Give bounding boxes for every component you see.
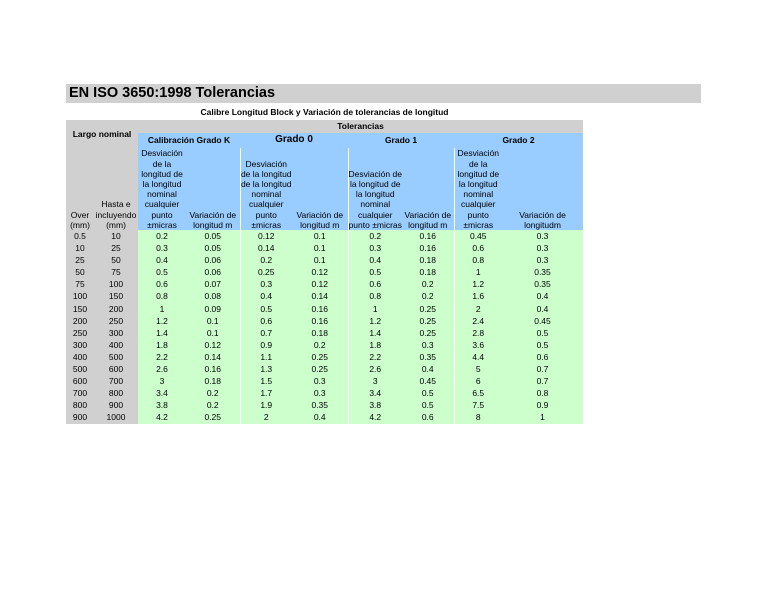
cell-g2-deviation: 0.45 [454, 230, 502, 242]
col-header-g0-deviation: Desviación de la longitud de la longitud nominal cualquier punto ±micras [240, 148, 292, 230]
cell-up-to: 300 [94, 327, 138, 339]
cell-k-deviation: 0.5 [138, 266, 186, 278]
cell-over: 800 [66, 399, 94, 411]
cell-up-to: 75 [94, 266, 138, 278]
cell-over: 600 [66, 375, 94, 387]
cell-up-to: 25 [94, 242, 138, 254]
table-row [66, 303, 583, 315]
cell-g2-deviation: 0.6 [454, 242, 502, 254]
cell-over: 100 [66, 290, 94, 302]
cell-g0-deviation: 2 [240, 411, 292, 423]
cell-g1-variation: 0.2 [402, 290, 454, 302]
col-header-up-to: Hasta e incluyendo (mm) [94, 148, 138, 230]
table-body [66, 230, 583, 424]
cell-g0-deviation: 0.4 [240, 290, 292, 302]
cell-k-variation: 0.05 [186, 230, 240, 242]
cell-k-variation: 0.1 [186, 327, 240, 339]
header-grade-0: Grado 0 [240, 133, 348, 148]
cell-g0-deviation: 1.5 [240, 375, 292, 387]
col-header-g1-variation: Variación de longitud m [402, 148, 454, 230]
cell-g2-deviation: 3.6 [454, 339, 502, 351]
cell-g2-variation: 0.7 [502, 363, 583, 375]
cell-k-variation: 0.12 [186, 339, 240, 351]
cell-up-to: 150 [94, 290, 138, 302]
cell-k-deviation: 4.2 [138, 411, 186, 423]
cell-over: 75 [66, 278, 94, 290]
cell-g0-deviation: 0.2 [240, 254, 292, 266]
cell-up-to: 600 [94, 363, 138, 375]
cell-k-variation: 0.09 [186, 303, 240, 315]
cell-k-variation: 0.16 [186, 363, 240, 375]
header-grade-2: Grado 2 [454, 133, 583, 148]
cell-over: 200 [66, 315, 94, 327]
cell-k-variation: 0.07 [186, 278, 240, 290]
cell-k-deviation: 2.2 [138, 351, 186, 363]
cell-g0-variation: 0.3 [292, 387, 348, 399]
cell-g1-variation: 0.3 [402, 339, 454, 351]
col-header-g2-deviation: Desviación de la longitud de la longitud nominal cualquier punto ±micras [454, 148, 502, 230]
cell-g1-deviation: 3 [348, 375, 402, 387]
table-row [66, 375, 583, 387]
cell-up-to: 800 [94, 387, 138, 399]
cell-g1-deviation: 3.8 [348, 399, 402, 411]
cell-g1-variation: 0.25 [402, 327, 454, 339]
cell-g0-variation: 0.4 [292, 411, 348, 423]
cell-g0-variation: 0.2 [292, 339, 348, 351]
header-nominal: Largo nominal [66, 120, 138, 148]
cell-g2-variation: 0.3 [502, 230, 583, 242]
title-bar [66, 84, 701, 103]
header-grade-k: Calibración Grado K [138, 133, 240, 148]
cell-g2-deviation: 2.8 [454, 327, 502, 339]
cell-g2-variation: 0.45 [502, 315, 583, 327]
cell-k-variation: 0.14 [186, 351, 240, 363]
cell-g1-deviation: 2.2 [348, 351, 402, 363]
cell-up-to: 500 [94, 351, 138, 363]
cell-g1-variation: 0.16 [402, 230, 454, 242]
cell-g1-deviation: 0.8 [348, 290, 402, 302]
cell-k-variation: 0.18 [186, 375, 240, 387]
cell-g2-variation: 0.35 [502, 266, 583, 278]
cell-g0-deviation: 1.1 [240, 351, 292, 363]
cell-up-to: 900 [94, 399, 138, 411]
cell-g1-variation: 0.35 [402, 351, 454, 363]
cell-g2-variation: 1 [502, 411, 583, 423]
cell-g2-variation: 0.35 [502, 278, 583, 290]
cell-g1-variation: 0.2 [402, 278, 454, 290]
cell-over: 25 [66, 254, 94, 266]
cell-over: 150 [66, 303, 94, 315]
cell-g2-deviation: 8 [454, 411, 502, 423]
cell-g2-variation: 0.7 [502, 375, 583, 387]
cell-g0-deviation: 1.3 [240, 363, 292, 375]
cell-g1-deviation: 1 [348, 303, 402, 315]
table-row [66, 315, 583, 327]
cell-g0-variation: 0.12 [292, 278, 348, 290]
cell-g2-variation: 0.4 [502, 290, 583, 302]
cell-k-variation: 0.1 [186, 315, 240, 327]
cell-g2-variation: 0.5 [502, 339, 583, 351]
col-header-k-deviation: Desviación de la longitud de la longitud nominal cualquier punto ±micras [138, 148, 186, 230]
cell-over: 0.5 [66, 230, 94, 242]
cell-g1-deviation: 0.6 [348, 278, 402, 290]
header-tolerances: Tolerancias [138, 120, 583, 133]
cell-g1-deviation: 0.3 [348, 242, 402, 254]
col-header-g1-deviation: Desviación de la longitud de la longitud nominal cualquier punto ±micras [348, 148, 402, 230]
cell-up-to: 50 [94, 254, 138, 266]
col-header-g2-variation: Variación de longitudm [502, 148, 583, 230]
cell-g1-variation: 0.4 [402, 363, 454, 375]
cell-g1-variation: 0.5 [402, 399, 454, 411]
cell-g1-deviation: 1.2 [348, 315, 402, 327]
cell-over: 900 [66, 411, 94, 423]
cell-up-to: 400 [94, 339, 138, 351]
cell-g0-deviation: 0.3 [240, 278, 292, 290]
cell-k-deviation: 1.2 [138, 315, 186, 327]
cell-k-deviation: 3 [138, 375, 186, 387]
table-row [66, 387, 583, 399]
cell-g2-deviation: 2 [454, 303, 502, 315]
cell-up-to: 1000 [94, 411, 138, 423]
cell-g1-variation: 0.45 [402, 375, 454, 387]
cell-g2-deviation: 2.4 [454, 315, 502, 327]
cell-k-deviation: 0.6 [138, 278, 186, 290]
cell-g0-variation: 0.25 [292, 363, 348, 375]
cell-over: 300 [66, 339, 94, 351]
cell-g0-variation: 0.18 [292, 327, 348, 339]
cell-g0-variation: 0.16 [292, 315, 348, 327]
cell-g0-deviation: 1.7 [240, 387, 292, 399]
cell-g1-variation: 0.18 [402, 266, 454, 278]
cell-g2-deviation: 0.8 [454, 254, 502, 266]
cell-g0-variation: 0.1 [292, 254, 348, 266]
cell-g1-deviation: 0.4 [348, 254, 402, 266]
cell-k-variation: 0.2 [186, 399, 240, 411]
cell-g0-deviation: 0.7 [240, 327, 292, 339]
cell-g0-deviation: 0.25 [240, 266, 292, 278]
table-row [66, 242, 583, 254]
cell-k-variation: 0.08 [186, 290, 240, 302]
cell-g0-deviation: 0.14 [240, 242, 292, 254]
cell-up-to: 250 [94, 315, 138, 327]
cell-over: 500 [66, 363, 94, 375]
cell-g1-variation: 0.25 [402, 315, 454, 327]
cell-over: 50 [66, 266, 94, 278]
cell-k-deviation: 1 [138, 303, 186, 315]
cell-g1-deviation: 4.2 [348, 411, 402, 423]
cell-up-to: 700 [94, 375, 138, 387]
cell-g2-variation: 0.5 [502, 327, 583, 339]
cell-k-variation: 0.2 [186, 387, 240, 399]
table-row [66, 399, 583, 411]
cell-k-variation: 0.05 [186, 242, 240, 254]
page-title: EN ISO 3650:1998 Tolerancias [69, 85, 276, 101]
cell-g0-variation: 0.1 [292, 230, 348, 242]
cell-g2-deviation: 4.4 [454, 351, 502, 363]
cell-k-deviation: 2.6 [138, 363, 186, 375]
cell-g1-variation: 0.5 [402, 387, 454, 399]
table-row [66, 411, 583, 423]
cell-g0-variation: 0.1 [292, 242, 348, 254]
cell-k-deviation: 1.8 [138, 339, 186, 351]
cell-over: 700 [66, 387, 94, 399]
cell-k-deviation: 3.4 [138, 387, 186, 399]
cell-up-to: 10 [94, 230, 138, 242]
table-row [66, 363, 583, 375]
cell-up-to: 200 [94, 303, 138, 315]
table-row [66, 266, 583, 278]
cell-g2-deviation: 5 [454, 363, 502, 375]
cell-k-deviation: 0.2 [138, 230, 186, 242]
cell-g1-deviation: 1.8 [348, 339, 402, 351]
cell-g2-variation: 0.8 [502, 387, 583, 399]
cell-k-deviation: 0.8 [138, 290, 186, 302]
cell-g1-deviation: 0.2 [348, 230, 402, 242]
cell-up-to: 100 [94, 278, 138, 290]
table-row [66, 254, 583, 266]
col-header-over: Over (mm) [66, 148, 94, 230]
cell-g0-variation: 0.25 [292, 351, 348, 363]
cell-k-variation: 0.06 [186, 266, 240, 278]
table-subtitle: Calibre Longitud Block y Variación de tolerancias de longitud [200, 107, 449, 117]
table-row [66, 278, 583, 290]
table-row [66, 230, 583, 242]
cell-g2-variation: 0.9 [502, 399, 583, 411]
col-header-g0-variation: Variación de longitud m [292, 148, 348, 230]
cell-k-deviation: 3.8 [138, 399, 186, 411]
cell-g1-deviation: 0.5 [348, 266, 402, 278]
table-row [66, 327, 583, 339]
cell-g0-variation: 0.14 [292, 290, 348, 302]
cell-g2-deviation: 1.6 [454, 290, 502, 302]
cell-over: 250 [66, 327, 94, 339]
cell-g1-variation: 0.6 [402, 411, 454, 423]
cell-over: 400 [66, 351, 94, 363]
cell-g1-deviation: 1.4 [348, 327, 402, 339]
col-header-k-variation: Variación de longitud m [186, 148, 240, 230]
cell-g2-deviation: 7.5 [454, 399, 502, 411]
cell-over: 10 [66, 242, 94, 254]
cell-g0-deviation: 0.6 [240, 315, 292, 327]
cell-g2-variation: 0.3 [502, 242, 583, 254]
cell-g2-deviation: 6 [454, 375, 502, 387]
cell-k-variation: 0.06 [186, 254, 240, 266]
header-grade-1: Grado 1 [348, 133, 454, 148]
cell-g0-deviation: 1.9 [240, 399, 292, 411]
cell-k-deviation: 0.4 [138, 254, 186, 266]
cell-g0-deviation: 0.9 [240, 339, 292, 351]
cell-g2-deviation: 1.2 [454, 278, 502, 290]
cell-g1-variation: 0.25 [402, 303, 454, 315]
cell-g2-deviation: 6.5 [454, 387, 502, 399]
cell-g0-variation: 0.35 [292, 399, 348, 411]
cell-g1-deviation: 2.6 [348, 363, 402, 375]
cell-k-deviation: 0.3 [138, 242, 186, 254]
cell-k-deviation: 1.4 [138, 327, 186, 339]
cell-g0-deviation: 0.5 [240, 303, 292, 315]
cell-k-variation: 0.25 [186, 411, 240, 423]
cell-g2-variation: 0.6 [502, 351, 583, 363]
cell-g0-variation: 0.3 [292, 375, 348, 387]
table-row [66, 351, 583, 363]
cell-g1-variation: 0.18 [402, 254, 454, 266]
cell-g2-deviation: 1 [454, 266, 502, 278]
table-row [66, 290, 583, 302]
cell-g0-deviation: 0.12 [240, 230, 292, 242]
tolerance-table [66, 120, 583, 424]
cell-g2-variation: 0.3 [502, 254, 583, 266]
table-row [66, 339, 583, 351]
cell-g0-variation: 0.12 [292, 266, 348, 278]
cell-g1-variation: 0.16 [402, 242, 454, 254]
cell-g0-variation: 0.16 [292, 303, 348, 315]
cell-g2-variation: 0.4 [502, 303, 583, 315]
cell-g1-deviation: 3.4 [348, 387, 402, 399]
